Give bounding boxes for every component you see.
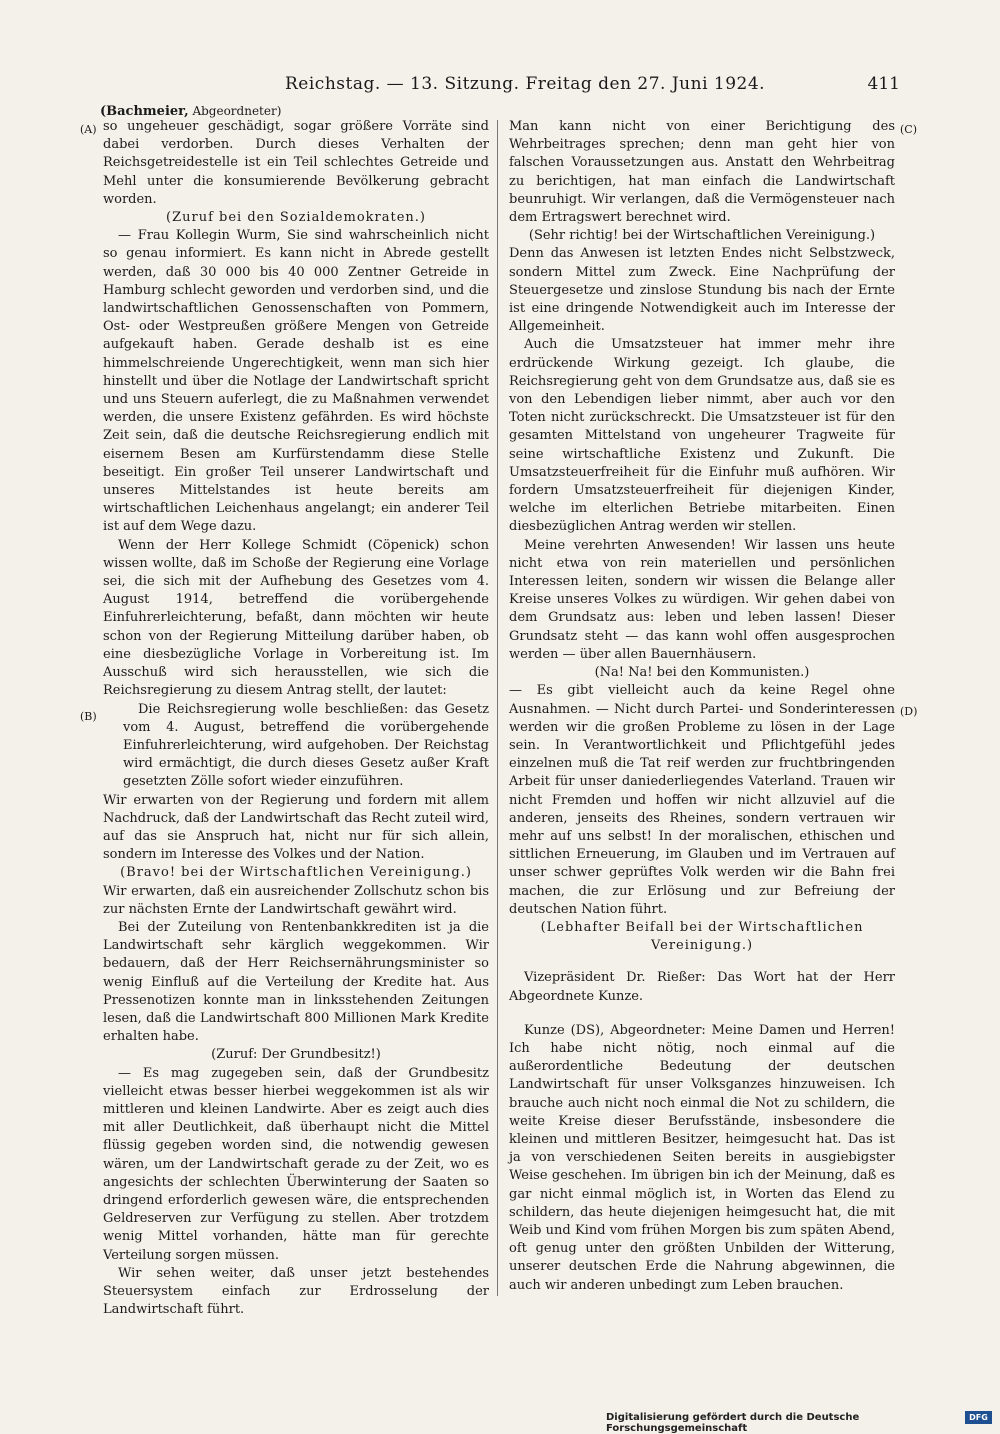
speaker-name: (Bachmeier, xyxy=(100,104,189,119)
right-column xyxy=(509,118,895,1295)
paragraph: — Es mag zugegeben sein, daß der Grundbesitz vielleicht etwas besser hierbei weggekommen ist als wir mittleren und kleinen Landwirte. Aber es zeigt auch dies mit aller Deutlichkeit, daß überhaupt nicht die Mittel flüssig gegeben worden sind, die notwendig gewesen wären, um der Landwirtschaft gerade zu der Zeit, wo es angesichts der schlechten Überwinterung der Saaten so dringend erforderlich gewesen wäre, die entsprechenden Geldreserven zur Verfügung zu stellen. Aber trotzdem wenig Mittel vorhanden, hätte man für gerechte Verteilung sorgen müssen. xyxy=(103,1065,489,1263)
interjection: (Sehr richtig! bei der Wirtschaftlichen Vereinigung.) xyxy=(528,228,876,244)
margin-mark-c: (C) xyxy=(900,123,917,136)
paragraph: — Es gibt vielleicht auch da keine Regel ohne Ausnahmen. — Nicht durch Partei- und Sonderinteressen werden wir die großen Probleme zu lösen in der Lage sein. In Verantwortlichkeit und Pflichtgefühl jedes einzelnen muß die Tat reif werden zur fruchtbringenden Arbeit für unser daniederliegendes Vaterland. Trauen wir nicht Fremden und hoffen wir nicht allzuviel auf die anderen, jenseits des Rheines, sondern vertrauen wir mehr auf uns selbst! In der moralischen, ethischen und sittlichen Erneuerung, im Glauben und im Vertrauen auf unser schwer geprüftes Volk werden wir die Bahn frei machen, die zur Erlösung und zur Befreiung der deutschen Nation führt. xyxy=(509,683,895,917)
margin-mark-a: (A) xyxy=(80,123,97,136)
interjection: (Bravo! bei der Wirtschaftlichen Vereinigung.) xyxy=(120,865,472,881)
paragraph: Man kann nicht von einer Berichtigung des Wehrbeitrages sprechen; denn man geht hier von falschen Voraussetzungen aus. Anstatt den Wehrbeitrag zu berichtigen, hat man einfach die Landwirtschaft beunruhigt. Wir verlangen, daß die Vermögensteuer nach dem Ertragswert berechnet wird. xyxy=(509,119,895,226)
footer-credit: Digitalisierung gefördert durch die Deutsche Forschungsgemeinschaft xyxy=(606,1412,860,1434)
paragraph: Wir erwarten von der Regierung und fordern mit allem Nachdruck, daß der Landwirtschaft das Recht zuteil wird, auf das sie Anspruch hat, nicht nur für sich allein, sondern im Interesse des Volkes und der Nation. xyxy=(103,792,489,863)
paragraph: Wir sehen weiter, daß unser jetzt bestehendes Steuersystem einfach zur Erdrosselung der Landwirtschaft führt. xyxy=(103,1265,489,1318)
interjection: (Lebhafter Beifall bei der Wirtschaftlichen Vereinigung.) xyxy=(540,919,864,954)
paragraph: Kunze (DS), Abgeordneter: Meine Damen und Herren! Ich habe nicht nötig, noch einmal auf die außerordentliche Bedeutung der deutschen Landwirtschaft für unser Volksganzes hinzuweisen. Ich brauche auch nicht noch einmal die Not zu schildern, die weite Kreise dieser Berufsstände, insbesondere die kleinen und mittleren Besitzer, heimgesucht hat. Das ist ja von verschiedenen Seiten bereits in ausgiebigster Weise geschehen. Im übrigen bin ich der Meinung, daß es gar nicht einmal möglich ist, in Worten das Elend zu schildern, das heute diejenigen heimgesucht hat, die mit Weib und Kind vom frühen Morgen bis zum späten Abend, oft genug unter den größten Unbilden der Witterung, unserer deutschen Erde die Nahrung abgewinnen, die auch wir anderen unbedingt zum Leben brauchen. xyxy=(509,1022,895,1293)
paragraph: Denn das Anwesen ist letzten Endes nicht Selbstzweck, sondern Mittel zum Zweck. Eine Nachprüfung der Steuergesetze und zinslose Stundung bis nach der Ernte ist eine dringende Notwendigkeit auch im Interesse der Allgemeinheit. xyxy=(509,246,895,335)
paragraph: Wir erwarten, daß ein ausreichender Zollschutz schon bis zur nächsten Ernte der Landwirtschaft gewährt wird. xyxy=(103,883,489,917)
page-number: 411 xyxy=(867,74,900,94)
speaker-role: Abgeordneter) xyxy=(192,104,282,118)
paragraph: Bei der Zuteilung von Rentenbankkrediten ist ja die Landwirtschaft sehr kärglich weggekommen. Wir bedauern, daß der Herr Reichsernährungsminister so wenig Einfluß auf die Verteilung der Kredite hat. Aus Pressenotizen konnte man in linksstehenden Zeitungen lesen, daß die Landwirtschaft 800 Millionen Mark Kredite erhalten habe. xyxy=(103,919,489,1045)
margin-mark-b: (B) xyxy=(80,710,97,723)
paragraph: — Frau Kollegin Wurm, Sie sind wahrscheinlich nicht so genau informiert. Es kann nicht in Abrede gestellt werden, daß 30 000 bis 40 000 Zentner Getreide in Hamburg schlecht geworden und verdorben sind, und die landwirtschaftlichen Genossenschaften von Pommern, Ost- oder Westpreußen größere Mengen von Getreide aufgekauft haben. Gerade deshalb ist es eine himmelschreiende Ungerechtigkeit, wenn man sich hier hinstellt und über die Notlage der Landwirtschaft spricht und uns Steuern auferlegt, die zu Maßnahmen verwendet werden, die unsere Existenz gefährden. Es wird höchste Zeit sein, daß die deutsche Reichsregierung endlich mit eisernem Besen am Kurfürstendamm diese Stelle beseitigt. Ein großer Teil unserer Landwirtschaft und unseres Mittelstandes ist heute bereits am wirtschaftlichen Leichenhaus angelangt; ein anderer Teil ist auf dem Wege dazu. xyxy=(103,228,489,535)
interjection: (Zuruf: Der Grundbesitz!) xyxy=(211,1047,381,1063)
quoted-motion: Die Reichsregierung wolle beschließen: das Gesetz vom 4. August, betreffend die vorübergehende Einfuhrerleichterung, wird aufgehoben. Der Reichstag wird ermächtigt, die durch dieses Gesetz außer Kraft gesetzten Zölle sofort wieder einzuführen. xyxy=(123,701,489,790)
speaker-label xyxy=(100,104,281,119)
paragraph: Wenn der Herr Kollege Schmidt (Cöpenick) schon wissen wollte, daß im Schoße der Regierung eine Vorlage sei, die sich mit der Aufhebung des Gesetzes vom 4. August 1914, betreffend die vorübergehende Einfuhrerleichterung, befaßt, dann möchten wir heute schon von der Regierung Mitteilung darüber haben, ob eine diesbezügliche Vorlage in Vorbereitung ist. Im Ausschuß wird sich herausstellen, wie sich die Reichsregierung zu diesem Antrag stellt, der lautet: xyxy=(103,537,489,699)
left-column xyxy=(103,118,489,1319)
margin-mark-d: (D) xyxy=(900,705,918,718)
page-header xyxy=(100,74,900,98)
interjection: (Zuruf bei den Sozialdemokraten.) xyxy=(166,210,426,226)
header-title: Reichstag. — 13. Sitzung. Freitag den 27. Juni 1924. xyxy=(285,74,766,94)
paragraph: Meine verehrten Anwesenden! Wir lassen uns heute nicht etwa von rein materiellen und persönlichen Interessen leiten, sondern wir wissen die Belange aller Kreise unseres Volkes zu würdigen. Wir gehen dabei von dem Grundsatz aus: leben und leben lassen! Dieser Grundsatz steht — das kann wohl offen ausgesprochen werden — über allen Bauernhäusern. xyxy=(509,537,895,662)
column-divider xyxy=(497,120,498,1296)
paragraph: Vizepräsident Dr. Rießer: Das Wort hat der Herr Abgeordnete Kunze. xyxy=(509,970,895,1004)
paragraph: so ungeheuer geschädigt, sogar größere Vorräte sind dabei verdorben. Durch dieses Verhalten der Reichsgetreidestelle ist ein Teil schlechtes Getreide und Mehl unter die konsumierende Bevölkerung gebracht worden. xyxy=(103,119,489,207)
interjection: (Na! Na! bei den Kommunisten.) xyxy=(594,665,810,681)
dfg-logo: DFG xyxy=(965,1411,992,1424)
paragraph: Auch die Umsatzsteuer hat immer mehr ihre erdrückende Wirkung gezeigt. Ich glaube, die Reichsregierung geht von dem Grundsatze aus, daß sie es von den Lebendigen lieber nimmt, aber auch vor den Toten nicht zurückschreckt. Die Umsatzsteuer ist für den gesamten Mittelstand von ungeheurer Tragweite für seine wirtschaftliche Existenz und Zukunft. Die Umsatzsteuerfreiheit für die Einfuhr muß aufhören. Wir fordern Umsatzsteuerfreiheit für diejenigen Kinder, welche im elterlichen Betriebe mitarbeiten. Einen diesbezüglichen Antrag werden wir stellen. xyxy=(509,337,895,535)
